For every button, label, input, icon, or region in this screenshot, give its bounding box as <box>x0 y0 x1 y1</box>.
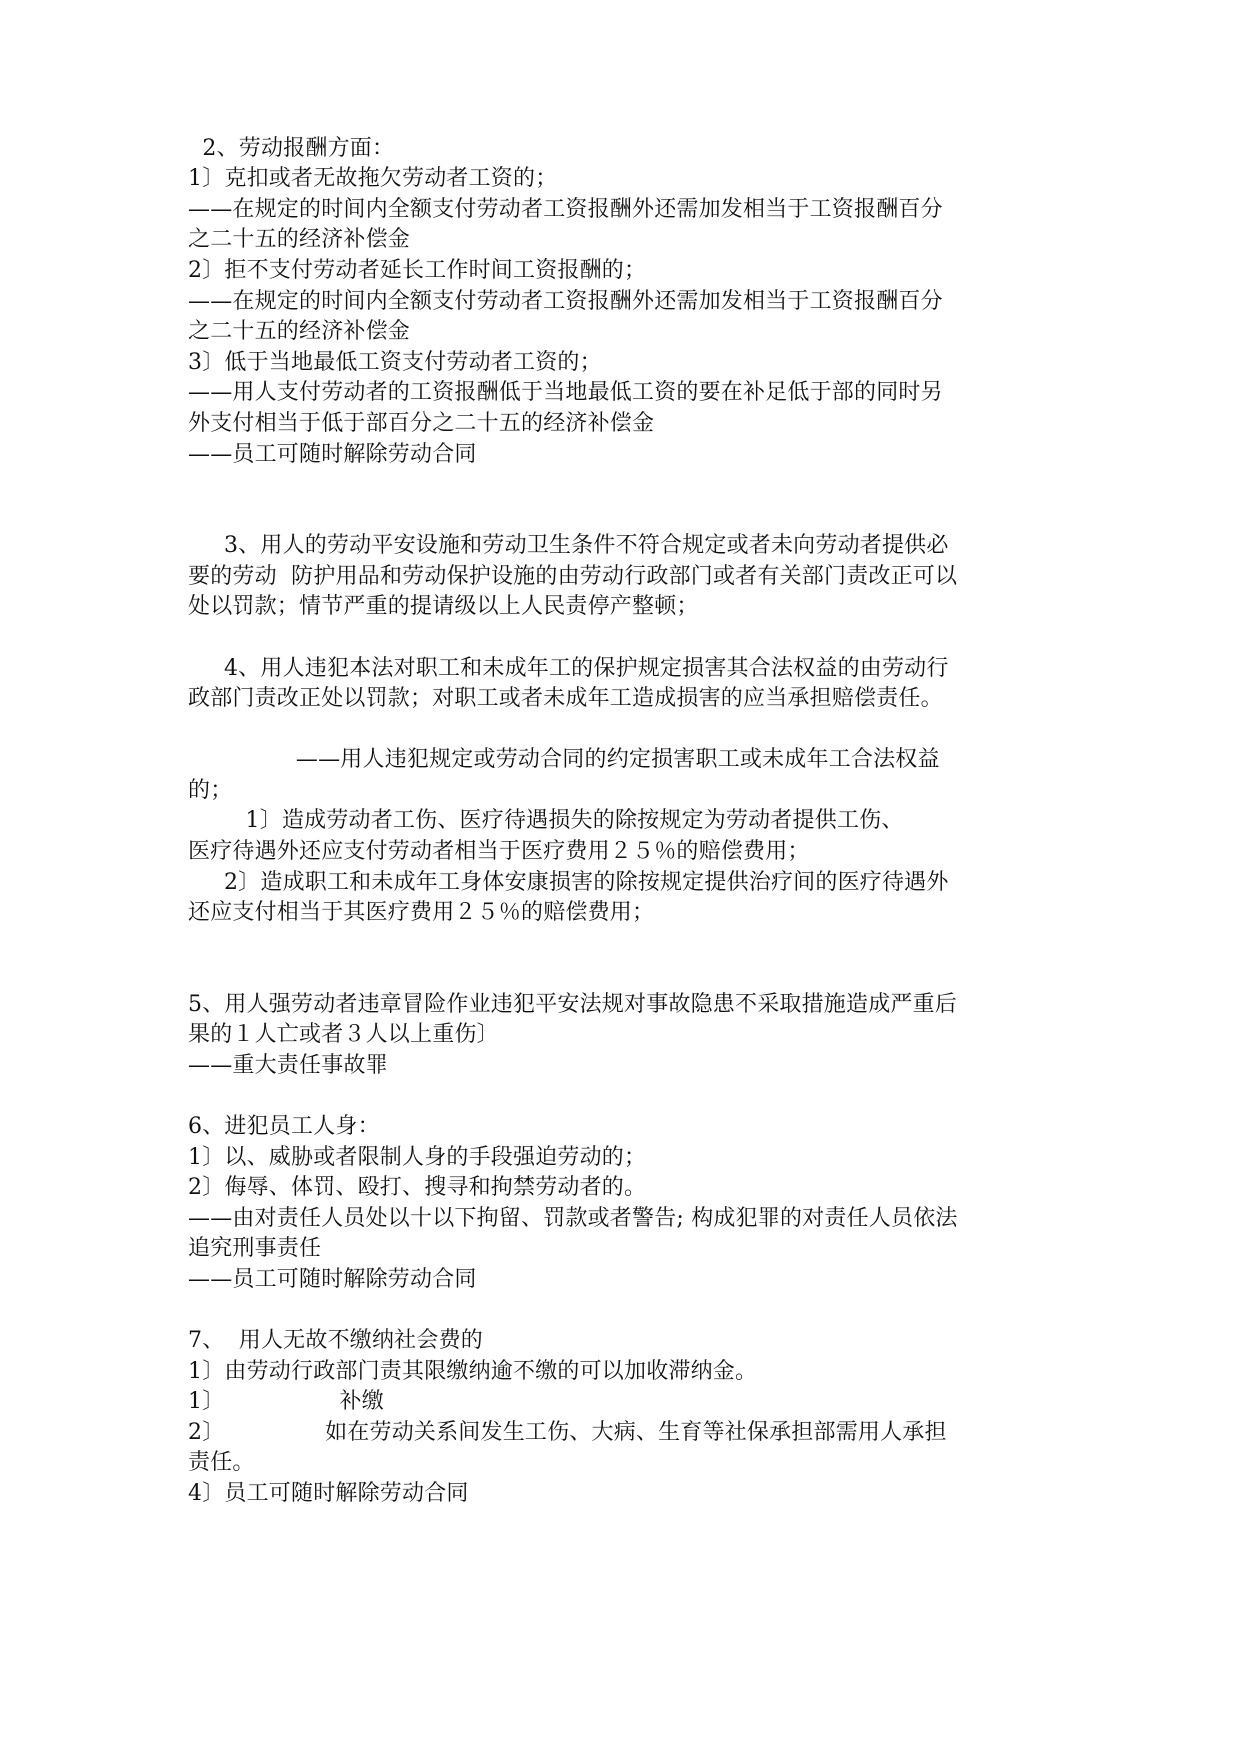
section4-line5: 1〕造成劳动者工伤、医疗待遇损失的除按规定为劳动者提供工伤、 <box>188 808 904 833</box>
section2-item3-remedy-termination: ——员工可随时解除劳动合同 <box>188 442 477 467</box>
section4-line7: 2〕造成职工和未成年工身体安康损害的除按规定提供治疗间的医疗待遇外 <box>188 870 949 895</box>
section6-item2: 2〕侮辱、体罚、殴打、搜寻和拘禁劳动者的。 <box>188 1175 647 1200</box>
section3-line2: 要的劳动 防护用品和劳动保护设施的由劳动行政部门或者有关部门责改正可以 <box>188 564 958 589</box>
section2-item2-remedy-cont: 之二十五的经济补偿金 <box>188 319 411 344</box>
section4-line2: 政部门责改正处以罚款；对职工或者未成年工造成损害的应当承担赔偿责任。 <box>188 686 943 711</box>
section6-item1: 1〕以、威胁或者限制人身的手段强迫劳动的； <box>188 1145 647 1170</box>
section5-line2: 果的１人亡或者３人以上重伤〕 <box>188 1022 499 1047</box>
section2-item3: 3〕低于当地最低工资支付劳动者工资的； <box>188 350 602 375</box>
section4-line8: 还应支付相当于其医疗费用２５％的赔偿费用； <box>188 900 655 925</box>
section2-item2-remedy: ——在规定的时间内全额支付劳动者工资报酬外还需加发相当于工资报酬百分 <box>188 289 943 314</box>
section4-line4: 的； <box>188 778 233 803</box>
section6-remedy-termination: ——员工可随时解除劳动合同 <box>188 1267 477 1292</box>
section6-remedy: ——由对责任人员处以十以下拘留、罚款或者警告; 构成犯罪的对责任人员依法 <box>188 1206 958 1231</box>
section2-item2: 2〕拒不支付劳动者延长工作时间工资报酬的； <box>188 258 647 283</box>
section5-line1: 5、用人强劳动者违章冒险作业违犯平安法规对事故隐患不采取措施造成严重后 <box>188 992 957 1017</box>
section4-line3: ——用人违犯规定或劳动合同的约定损害职工或未成年工合法权益 <box>188 747 940 772</box>
section7-title: 7、 用人无故不缴纳社会费的 <box>188 1328 483 1353</box>
section3-line3: 处以罚款；情节严重的提请级以上人民责停产整顿； <box>188 594 699 619</box>
section2-item3-remedy-cont: 外支付相当于低于部百分之二十五的经济补偿金 <box>188 411 655 436</box>
section2-item3-remedy: ——用人支付劳动者的工资报酬低于当地最低工资的要在补足低于部的同时另 <box>188 380 943 405</box>
section7-item4: 4〕员工可随时解除劳动合同 <box>188 1481 469 1506</box>
section2-item1: 1〕克扣或者无故拖欠劳动者工资的； <box>188 166 558 191</box>
section7-item1: 1〕由劳动行政部门责其限缴纳逾不缴的可以加收滞纳金。 <box>188 1359 758 1384</box>
section5-line3: ——重大责任事故罪 <box>188 1053 388 1078</box>
section4-line1: 4、用人违犯本法对职工和未成年工的保护规定损害其合法权益的由劳动行 <box>188 656 949 681</box>
section7-item2: 1〕 补缴 <box>188 1389 384 1414</box>
section6-title: 6、进犯员工人身： <box>188 1114 380 1139</box>
section6-remedy-cont: 追究刑事责任 <box>188 1236 322 1261</box>
section4-line6: 医疗待遇外还应支付劳动者相当于医疗费用２５％的赔偿费用； <box>188 839 810 864</box>
section2-title: 2、劳动报酬方面： <box>188 136 395 161</box>
section7-item3: 2〕 如在劳动关系间发生工伤、大病、生育等社保承担部需用人承担 <box>188 1420 947 1445</box>
section3-line1: 3、用人的劳动平安设施和劳动卫生条件不符合规定或者未向劳动者提供必 <box>188 533 949 558</box>
section2-item1-remedy-cont: 之二十五的经济补偿金 <box>188 227 411 252</box>
section2-item1-remedy: ——在规定的时间内全额支付劳动者工资报酬外还需加发相当于工资报酬百分 <box>188 197 943 222</box>
section7-item3-cont: 责任。 <box>188 1450 255 1475</box>
